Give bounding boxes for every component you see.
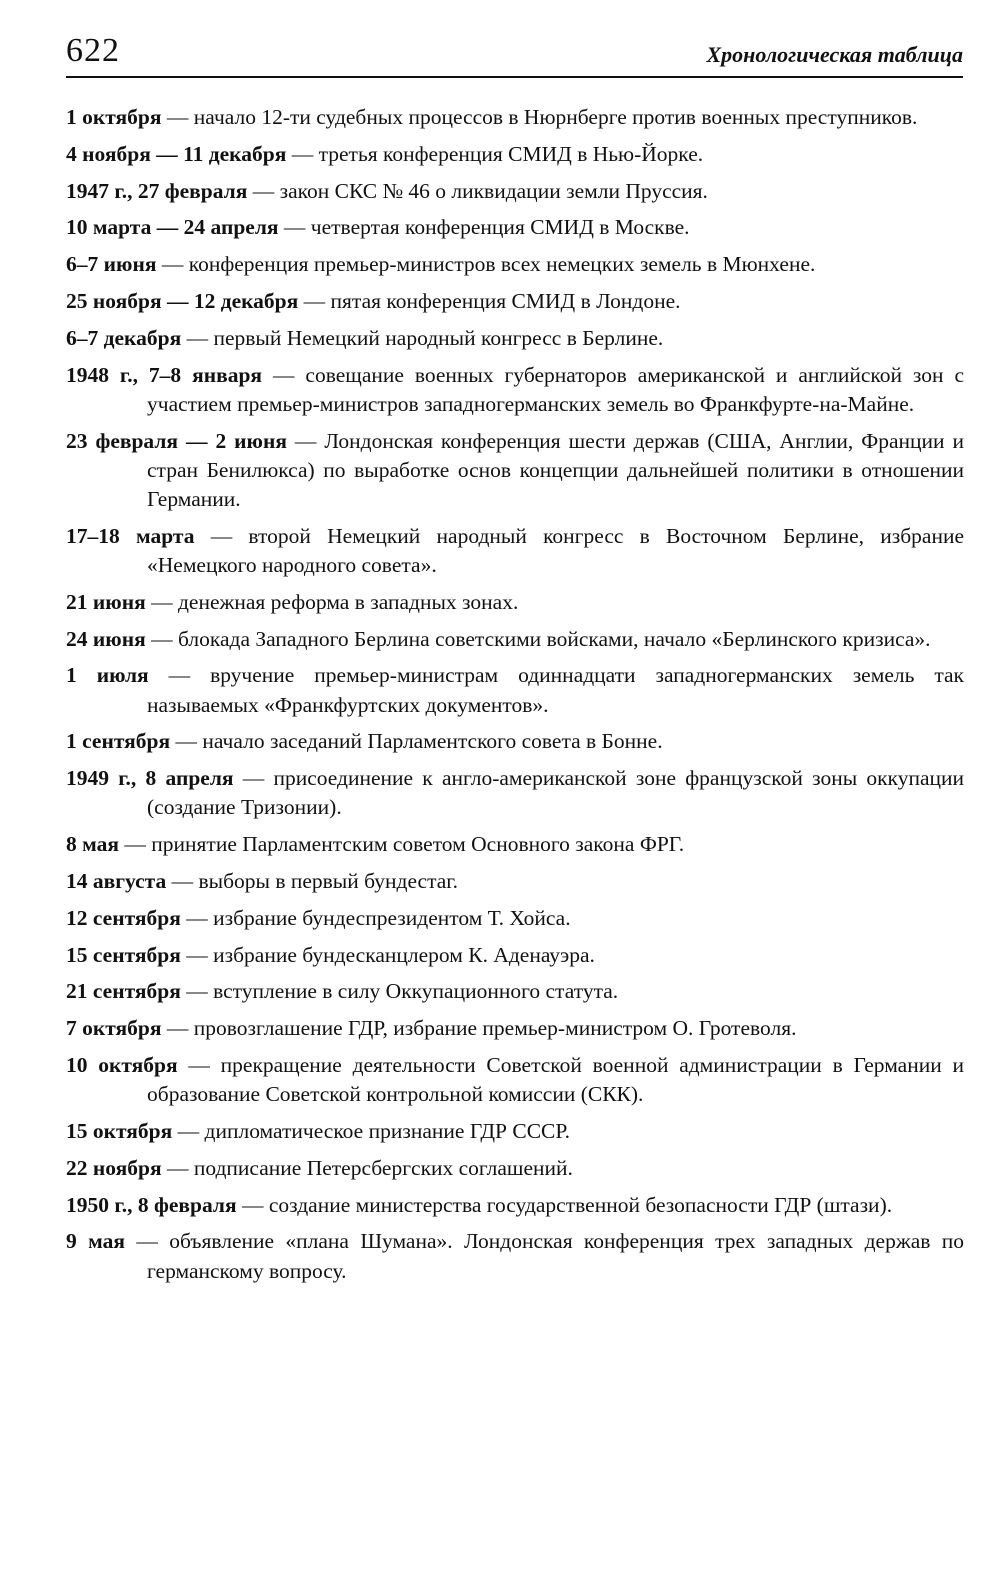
entry-text: вручение премьер-министрам одиннадцати западногерманских земель так называемых «Франкфуртских документов». (147, 663, 964, 717)
entry-date: 1949 г., 8 апреля (66, 766, 234, 791)
entry-text: блокада Западного Берлина советскими войсками, начало «Берлинского кризиса». (177, 626, 931, 651)
entry-date: 1 сентября (66, 729, 171, 754)
entry-text: начало заседаний Парламентского совета в Бонне. (202, 729, 663, 754)
chronology-entry: 23 февраля — 2 июня — Лондонская конференция шести держав (США, Англии, Франции и стран Бенилюкса) по выработке основ концепции дальнейшей политики в отношении Германии. (66, 428, 964, 511)
entry-date: 1950 г., 8 февраля (66, 1192, 237, 1217)
entry-date: 12 сентября (66, 905, 181, 930)
chronology-entry: 14 августа — выборы в первый бундестаг. (66, 868, 459, 893)
chronology-entry: 6–7 июня — конференция премьер-министров всех немецких земель в Мюнхене. (66, 252, 816, 277)
entry-text: конференция премьер-министров всех немецких земель в Мюнхене. (188, 252, 816, 277)
chronology-entry: 12 сентября — избрание бундеспрезидентом Т. Хойса. (66, 905, 571, 930)
chronology-entry: 21 июня — денежная реформа в западных зонах. (66, 589, 519, 614)
chronology-entry: 1949 г., 8 апреля — присоединение к англо-американской зоне французской зоны оккупации (создание Тризонии). (66, 766, 965, 820)
chronology-entry: 10 октября — прекращение деятельности Советской военной администрации в Германии и образование Советской контрольной комиссии (СКК). (66, 1052, 964, 1107)
chronology-entry: 1 сентября — начало заседаний Парламентского совета в Бонне. (66, 729, 663, 754)
entry-text: выборы в первый бундестаг. (198, 868, 459, 893)
entry-date: 22 ноября (66, 1155, 162, 1180)
chronology-entry: 1 июля — вручение премьер-министрам одиннадцати западногерманских земель так называемых «Франкфуртских документов». (66, 663, 964, 717)
chronology-entry: 9 мая — объявление «плана Шумана». Лондонская конференция трех западных держав по германскому вопросу. (66, 1229, 965, 1283)
entry-text: совещание военных губернаторов американской и английской зон с участием премьер-министров западногерманских земель во Франкфурте-на-Майне. (147, 362, 964, 416)
entry-text: принятие Парламентским советом Основного закона ФРГ. (151, 832, 685, 857)
entry-date: 6–7 июня (66, 252, 157, 277)
entry-text: денежная реформа в западных зонах. (177, 589, 519, 614)
entry-date: 9 мая (66, 1229, 125, 1254)
page-header (66, 28, 963, 78)
entry-text: избрание бундеспрезидентом Т. Хойса. (213, 905, 571, 930)
entry-date: 14 августа (66, 868, 167, 893)
entry-text: начало 12-ти судебных процессов в Нюрнберге против военных преступников. (193, 105, 918, 129)
entry-date: 23 февраля — 2 июня (66, 428, 287, 453)
chronology-entry: 10 марта — 24 апреля — четвертая конференция СМИД в Москве. (66, 215, 690, 240)
chronology-entry: 1947 г., 27 февраля — закон СКС № 46 о ликвидации земли Пруссия. (66, 178, 708, 203)
page-number: 622 (66, 32, 120, 69)
entry-text: создание министерства государственной безопасности ГДР (штази). (268, 1192, 893, 1217)
chronology-entry: 8 мая — принятие Парламентским советом Основного закона ФРГ. (66, 832, 685, 857)
entry-date: 4 ноября — 11 декабря (66, 141, 287, 166)
entry-date: 8 мая (66, 832, 120, 857)
chronology-entry: 1950 г., 8 февраля — создание министерства государственной безопасности ГДР (штази). (66, 1192, 893, 1217)
entry-date: 24 июня (66, 626, 146, 651)
entry-date: 1947 г., 27 февраля (66, 178, 248, 203)
entry-text: избрание бундесканцлером К. Аденауэра. (213, 942, 595, 967)
chronology-entry: 22 ноября — подписание Петерсбергских соглашений. (66, 1155, 573, 1180)
chronology-entry: 1 октября — начало 12-ти судебных процессов в Нюрнберге против военных преступников. (66, 105, 918, 129)
running-title: Хронологическая таблица (706, 42, 963, 67)
chronology-entry: 1948 г., 7–8 января — совещание военных губернаторов американской и английской зон с участием премьер-министров западногерманских земель во Франкфурте-на-Майне. (66, 362, 964, 416)
chronology-entry: 21 сентября — вступление в силу Оккупационного статута. (66, 979, 619, 1004)
entry-text: первый Немецкий народный конгресс в Берлине. (213, 325, 664, 350)
entry-text: провозглашение ГДР, избрание премьер-министром О. Гротеволя. (193, 1016, 797, 1041)
entry-text: присоединение к англо-американской зоне французской зоны оккупации (создание Тризонии). (147, 766, 965, 820)
entry-date: 10 марта — 24 апреля (66, 215, 279, 240)
chronology-entry: 15 сентября — избрание бундесканцлером К. Аденауэра. (66, 942, 595, 967)
chronology-entry: 6–7 декабря — первый Немецкий народный конгресс в Берлине. (66, 325, 664, 350)
entry-date: 1 октября (66, 105, 162, 129)
entry-date: 7 октября (66, 1016, 162, 1041)
chronology-list (66, 103, 964, 1293)
entry-date: 21 сентября (66, 979, 181, 1004)
entry-text: вступление в силу Оккупационного статута. (213, 979, 619, 1004)
entry-date: 15 сентября (66, 942, 181, 967)
entry-date: 1 июля (66, 663, 149, 688)
entry-date: 6–7 декабря (66, 325, 182, 350)
entry-text: прекращение деятельности Советской военной администрации в Германии и образование Советской контрольной комиссии (СКК). (147, 1052, 964, 1107)
entry-text: закон СКС № 46 о ликвидации земли Пруссия. (279, 178, 708, 203)
entry-text: второй Немецкий народный конгресс в Восточном Берлине, избрание «Немецкого народного совета». (147, 523, 964, 577)
entry-text: пятая конференция СМИД в Лондоне. (330, 288, 681, 313)
entry-date: 17–18 марта (66, 523, 195, 548)
entry-text: третья конференция СМИД в Нью-Йорке. (318, 141, 704, 166)
chronology-entry: 24 июня — блокада Западного Берлина советскими войсками, начало «Берлинского кризиса». (66, 626, 931, 651)
chronology-entry: 25 ноября — 12 декабря — пятая конференция СМИД в Лондоне. (66, 288, 681, 313)
chronology-entry: 4 ноября — 11 декабря — третья конференция СМИД в Нью-Йорке. (66, 141, 704, 166)
entry-date: 10 октября (66, 1052, 178, 1077)
entry-text: подписание Петерсбергских соглашений. (193, 1155, 573, 1180)
entry-date: 15 октября (66, 1118, 173, 1143)
chronology-entry: 17–18 марта — второй Немецкий народный конгресс в Восточном Берлине, избрание «Немецкого народного совета». (66, 523, 964, 577)
entry-text: объявление «плана Шумана». Лондонская конференция трех западных держав по германскому вопросу. (147, 1229, 965, 1283)
entry-date: 1948 г., 7–8 января (66, 362, 263, 387)
entry-date: 25 ноября — 12 декабря (66, 288, 299, 313)
chronology-entry: 7 октября — провозглашение ГДР, избрание премьер-министром О. Гротеволя. (66, 1016, 797, 1041)
entry-date: 21 июня (66, 589, 146, 614)
entry-text: четвертая конференция СМИД в Москве. (310, 215, 690, 240)
entry-text: Лондонская конференция шести держав (США, Англии, Франции и стран Бенилюкса) по выработке основ концепции дальнейшей политики в отношении Германии. (147, 428, 964, 511)
chronology-entry: 15 октября — дипломатическое признание ГДР СССР. (66, 1118, 571, 1143)
entry-text: дипломатическое признание ГДР СССР. (204, 1118, 571, 1143)
